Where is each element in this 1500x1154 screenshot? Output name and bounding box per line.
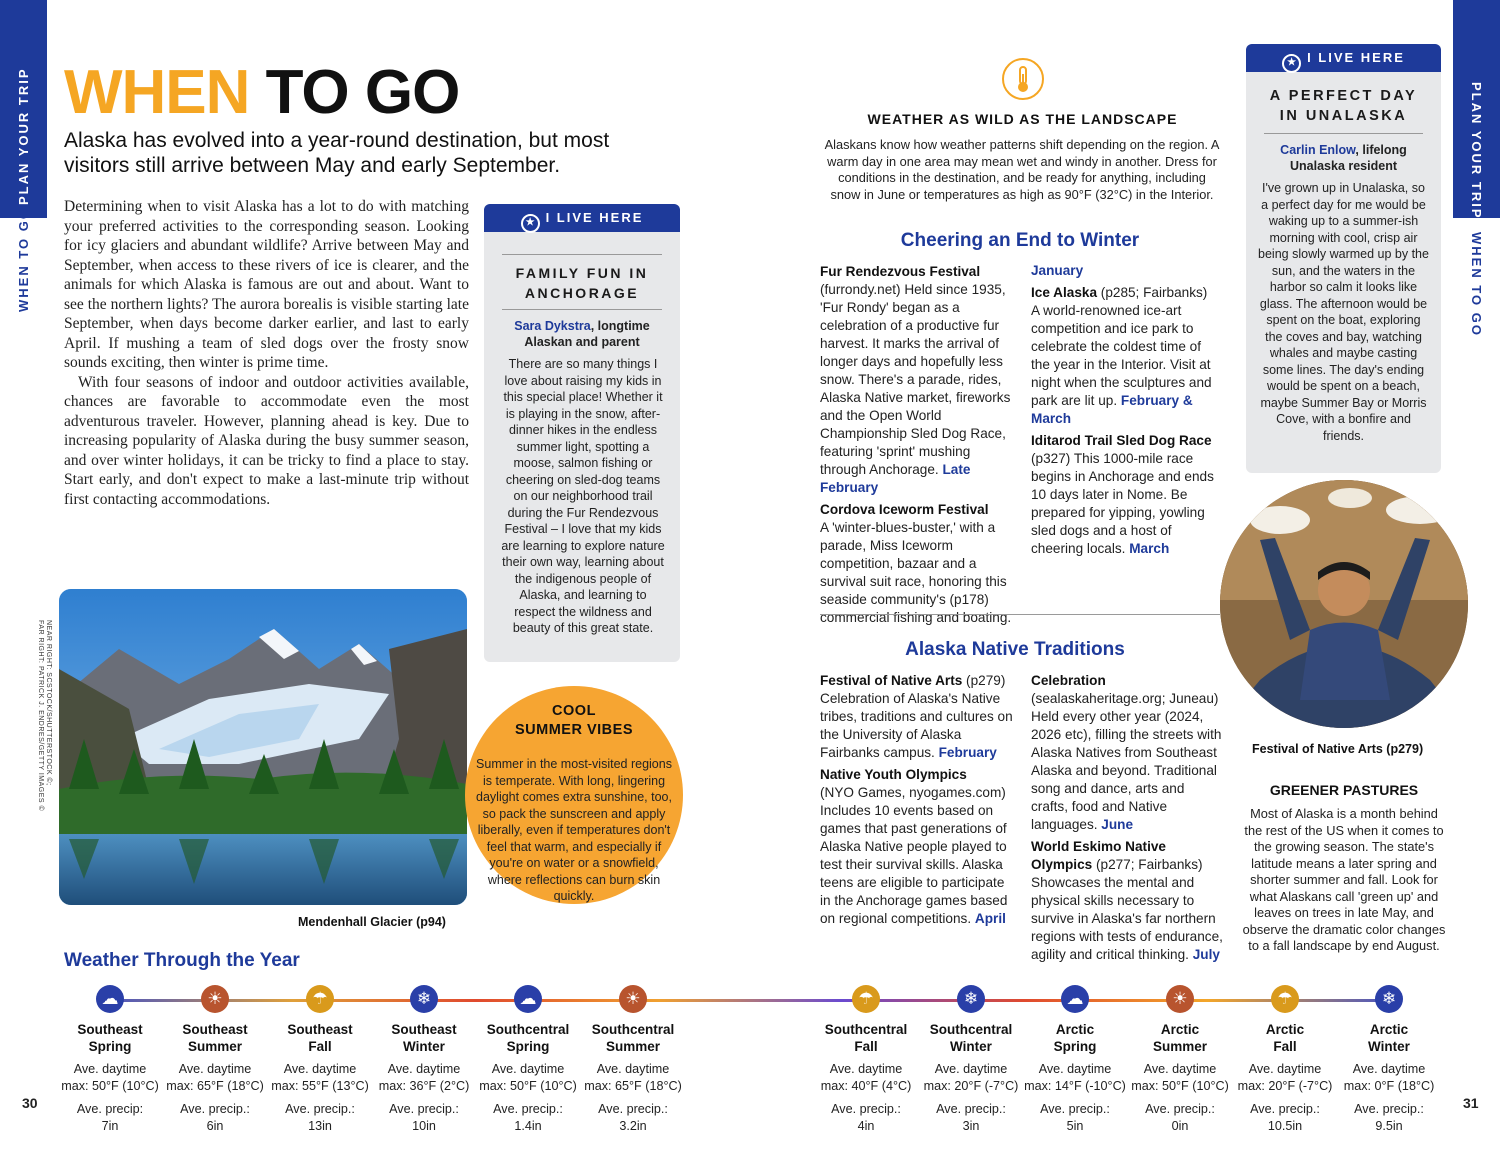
season-name: Fall: [308, 1039, 332, 1054]
temp-label: Ave. daytime: [1248, 1062, 1322, 1076]
temp-label: Ave. daytime: [178, 1062, 252, 1076]
traditions-column-left: [820, 672, 1016, 932]
rain-cloud-icon: ☂: [852, 985, 880, 1013]
author-role: , lifelong: [1355, 143, 1407, 157]
event-month: February & March: [1031, 393, 1193, 426]
title-line: FAMILY FUN IN: [515, 265, 649, 281]
temp-label: Ave. daytime: [283, 1062, 357, 1076]
page-number-left: 30: [22, 1095, 38, 1111]
region-name: Southcentral: [486, 1022, 570, 1037]
precip-value: 0in: [1171, 1119, 1189, 1133]
title-when: WHEN: [64, 58, 250, 127]
event-ref: (p285; Fairbanks): [1097, 285, 1208, 300]
partly-cloudy-icon: ☁: [1061, 985, 1089, 1013]
weather-temp: [1023, 1061, 1127, 1095]
season-name: Winter: [950, 1039, 992, 1054]
season-name: Summer: [187, 1039, 243, 1054]
weather-item: [1023, 985, 1127, 1135]
thermometer-glyph: [1004, 60, 1042, 98]
region-name: Arctic: [1369, 1022, 1409, 1037]
cool-summer-title: [465, 702, 683, 740]
temp-value: max: 65°F (18°C): [584, 1079, 682, 1093]
weather-temp: [1128, 1061, 1232, 1095]
rain-cloud-icon: ☂: [306, 985, 334, 1013]
live-here-author: [1246, 142, 1441, 174]
partly-cloudy-icon: ☁: [96, 985, 124, 1013]
region-name: Southeast: [77, 1022, 143, 1037]
weather-temp: [814, 1061, 918, 1095]
temp-label: Ave. daytime: [387, 1062, 461, 1076]
season-name: Spring: [88, 1039, 132, 1054]
live-here-header: [484, 204, 680, 232]
event-text: (NYO Games, nyogames.com) Includes 10 events based on games that past generations of Alaska Native people played to test their survival skills. Alaska teens are eligible to participate in the Anchorage games based on regional competitions.: [820, 785, 1008, 926]
event-month: June: [1101, 817, 1134, 832]
temp-label: Ave. daytime: [491, 1062, 565, 1076]
weather-item: [581, 985, 685, 1135]
season-name: Spring: [1053, 1039, 1097, 1054]
temp-value: max: 55°F (13°C): [271, 1079, 369, 1093]
precip-value: 4in: [857, 1119, 875, 1133]
live-here-box-anchorage: [484, 204, 680, 662]
body-paragraph: Determining when to visit Alaska has a lot to do with matching your preferred activities to the corresponding season. Looking for icy glaciers and abundant wildlife? Arrive between May and September, when access to these rivers of ice is clearer, and the animals for which Alaska is famous are out and about. Want to see the northern lights? The aurora borealis is visible starting late September, when days become darker earlier, and last to early April. If mushing a team of sled dogs over the frosty snow sounds exciting, then winter is prime time.: [64, 198, 469, 371]
temp-value: max: 50°F (10°C): [61, 1079, 159, 1093]
season-name: Summer: [605, 1039, 661, 1054]
region-name: Southeast: [287, 1022, 353, 1037]
author-name: Sara Dykstra: [514, 319, 591, 333]
weather-item: [1337, 985, 1441, 1135]
event-name: Festival of Native Arts: [820, 673, 963, 688]
photo-credit-line: FAR RIGHT: PATRICK J. ENDRES/GETTY IMAGES ©: [37, 620, 44, 812]
precip-value: 13in: [308, 1119, 332, 1133]
weather-region: [1337, 1021, 1441, 1055]
star-badge-icon: ★: [521, 214, 540, 233]
precip-value: 3.2in: [619, 1119, 647, 1133]
weather-wild-text: Alaskans know how weather patterns shift depending on the region. A warm day in one area may mean wet and windy in another. Dress for conditions in the destination, and be ready for anything, including snow in June or temperatures as high as 90°F (32°C) in the Interior.: [824, 137, 1220, 202]
weather-item: [814, 985, 918, 1135]
event-ice-alaska: [1031, 284, 1221, 428]
event-month: April: [974, 911, 1006, 926]
event-month: February: [938, 745, 997, 760]
weather-item: [476, 985, 580, 1135]
star-badge-icon: ★: [1282, 54, 1301, 73]
weather-temp: [163, 1061, 267, 1095]
event-name: Ice Alaska: [1031, 285, 1098, 300]
weather-precip: [1023, 1101, 1127, 1135]
author-name: Carlin Enlow: [1280, 143, 1356, 157]
live-here-header-label: I LIVE HERE: [545, 210, 644, 225]
photo-credit-line: NEAR RIGHT: SCSTOCK/SHUTTERSTOCK ©;: [45, 620, 52, 786]
event-name: Native Youth Olympics: [820, 767, 967, 782]
cool-summer-text: Summer in the most-visited regions is temperate. With long, lingering daylight comes extra sunshine, too, so pack the sunscreen and apply liberally, even if temperatures don't feel that warm, and especially if you're on water or a snowfield, where reflections can burn skin quickly.: [476, 757, 672, 903]
page-number-right: 31: [1463, 1095, 1479, 1111]
weather-region: [476, 1021, 580, 1055]
weather-precip: [1233, 1101, 1337, 1135]
precip-value: 6in: [206, 1119, 224, 1133]
precip-label: Ave. precip:: [76, 1102, 144, 1116]
region-name: Southcentral: [824, 1022, 908, 1037]
weather-item: [268, 985, 372, 1135]
glacier-caption: Mendenhall Glacier (p94): [298, 915, 446, 929]
event-text: (sealaskaheritage.org; Juneau) Held every other year (2024, 2026 etc), filling the streets with Alaska Natives from Southeast Alaska and beyond. Traditional song and dance, arts and crafts, food and Native languages.: [1031, 691, 1222, 832]
precip-label: Ave. precip.:: [831, 1102, 901, 1116]
live-here-header: [1246, 44, 1441, 72]
left-sidebar: [0, 0, 47, 1154]
precip-label: Ave. precip.:: [493, 1102, 563, 1116]
season-name: Fall: [1273, 1039, 1297, 1054]
weather-temp: [268, 1061, 372, 1095]
event-name: Cordova Iceworm Festival: [820, 502, 989, 517]
event-name: Fur Rendezvous Festival: [820, 264, 981, 279]
weather-precip: [58, 1101, 162, 1135]
body-paragraph: With four seasons of indoor and outdoor activities available, chances are favorable to accommodate even the most adventurous traveler. However, planning ahead is key. Due to increasing popularity of Alaska during the busy summer season, and over winter holidays, it can be tricky to find a place to stay. Start early, and don't expect to make a last-minute trip without first contacting accommodations.: [64, 373, 469, 508]
weather-precip: [814, 1101, 918, 1135]
weather-region: [581, 1021, 685, 1055]
weather-temp: [1233, 1061, 1337, 1095]
event-name: Celebration: [1031, 673, 1106, 688]
event-festival-native-arts: [820, 672, 1016, 762]
cheering-column-left: [820, 263, 1016, 631]
page-title: [64, 60, 459, 126]
precip-label: Ave. precip.:: [936, 1102, 1006, 1116]
live-here-text: There are so many things I love about raising my kids in this special place! Whether it is playing in the snow, after-dinner hikes in the endless summer light, spotting a moose, salmon fishing or cheering on sled-dog teams on our neighborhood trail during the Fur Rendezvous Festival – I love that my kids are learning to explore nature their own way, learning about the indigenous people of Alaska, and learning to respect the wildness and beauty of this great state.: [501, 357, 665, 635]
snowflake-icon: ❄: [410, 985, 438, 1013]
live-here-text: I've grown up in Unalaska, so a perfect day for me would be waking up to a summer-ish morning with cool, crisp air being slowly warmed up by the sun, and the waters in the harbor so calm it looks like glass. The afternoon would be spent on the boat, exploring the coves and bay, watching whales and maybe casting some lines. The day's ending would be spent on a beach, maybe Summer Bay or Morris Cove, with a bonfire and friends.: [1258, 181, 1429, 443]
weather-precip: [163, 1101, 267, 1135]
precip-value: 3in: [962, 1119, 980, 1133]
weather-item: [1233, 985, 1337, 1135]
region-name: Arctic: [1160, 1022, 1200, 1037]
author-role: , longtime: [590, 319, 650, 333]
precip-value: 5in: [1066, 1119, 1084, 1133]
weather-precip: [372, 1101, 476, 1135]
weather-temp: [58, 1061, 162, 1095]
event-cordova-month: [1031, 262, 1221, 280]
title-line: ANCHORAGE: [524, 285, 640, 301]
event-text: (furrondy.net) Held since 1935, 'Fur Rondy' began as a celebration of a productive fur harvest. It marks the arrival of longer days and hopefully less snow. There's a parade, rides, Alaska Native market, fireworks and the Open World Championship Sled Dog Race, featuring 'sprint' mushing through Anchorage.: [820, 282, 1011, 477]
live-here-box-unalaska: [1246, 44, 1441, 473]
temp-label: Ave. daytime: [1038, 1062, 1112, 1076]
event-fur-rendezvous: [820, 263, 1016, 497]
weather-temp: [919, 1061, 1023, 1095]
precip-label: Ave. precip.:: [180, 1102, 250, 1116]
weather-region: [163, 1021, 267, 1055]
precip-value: 10.5in: [1267, 1119, 1303, 1133]
event-cordova: [820, 501, 1016, 627]
weather-region: [1023, 1021, 1127, 1055]
temp-value: max: 65°F (18°C): [166, 1079, 264, 1093]
temp-label: Ave. daytime: [596, 1062, 670, 1076]
temp-value: max: 14°F (-10°C): [1024, 1079, 1126, 1093]
native-arts-photo: [1220, 480, 1468, 728]
author-role: Unalaska resident: [1290, 159, 1397, 173]
temp-value: max: 40°F (4°C): [820, 1079, 912, 1093]
precip-label: Ave. precip.:: [285, 1102, 355, 1116]
weather-region: [919, 1021, 1023, 1055]
temp-value: max: 36°F (2°C): [378, 1079, 470, 1093]
season-name: Fall: [854, 1039, 878, 1054]
precip-label: Ave. precip.:: [1040, 1102, 1110, 1116]
intro-text: Alaska has evolved into a year-round destination, but most visitors still arrive between May and early September.: [64, 129, 610, 177]
traditions-column-right: [1031, 672, 1223, 968]
title-line: COOL: [552, 703, 596, 719]
temp-label: Ave. daytime: [73, 1062, 147, 1076]
traditions-heading: Alaska Native Traditions: [905, 639, 1125, 660]
event-month: January: [1031, 263, 1084, 278]
event-celebration: [1031, 672, 1223, 834]
weather-precip: [268, 1101, 372, 1135]
season-name: Spring: [506, 1039, 550, 1054]
region-name: Southeast: [182, 1022, 248, 1037]
left-section-label: WHEN TO GO: [16, 207, 31, 312]
region-name: Southcentral: [591, 1022, 675, 1037]
event-text: (p327) This 1000-mile race begins in Anchorage and ends 10 days later in Nome. Be prepared for yipping, yowling sled dogs and a host of cheering locals.: [1031, 451, 1214, 556]
greener-title: GREENER PASTURES: [1269, 782, 1419, 798]
temp-value: max: 20°F (-7°C): [1237, 1079, 1333, 1093]
right-tab-label: PLAN YOUR TRIP: [1469, 82, 1484, 220]
temp-value: max: 50°F (10°C): [479, 1079, 577, 1093]
title-line: IN UNALASKA: [1279, 108, 1408, 124]
glacier-photo: [59, 589, 467, 905]
cool-summer-circle: [465, 686, 683, 904]
partly-cloudy-icon: ☁: [514, 985, 542, 1013]
region-name: Arctic: [1055, 1022, 1095, 1037]
live-here-author: [484, 318, 680, 350]
right-section-label: WHEN TO GO: [1469, 232, 1484, 337]
weather-region: [58, 1021, 162, 1055]
snowflake-icon: ❄: [1375, 985, 1403, 1013]
title-to-go: TO GO: [265, 58, 460, 127]
precip-value: 10in: [412, 1119, 436, 1133]
body-text: [64, 197, 469, 509]
weather-precip: [1128, 1101, 1232, 1135]
sun-icon: ☀: [1166, 985, 1194, 1013]
event-weio: [1031, 838, 1223, 964]
dancer-illustration: [1220, 480, 1468, 728]
weather-region: [268, 1021, 372, 1055]
left-tab-label: PLAN YOUR TRIP: [16, 67, 31, 205]
weather-item: [163, 985, 267, 1135]
event-name: World Eskimo Native Olympics: [1031, 839, 1166, 872]
temp-label: Ave. daytime: [829, 1062, 903, 1076]
weather-wild-title: WEATHER AS WILD AS THE LANDSCAPE: [867, 111, 1178, 127]
temp-value: max: 50°F (10°C): [1131, 1079, 1229, 1093]
event-text: (p277; Fairbanks) Showcases the mental and physical skills necessary to survive in Alaska's far northern regions with tests of endurance, agility and critical thinking.: [1031, 857, 1223, 962]
event-text: Celebration of Alaska's Native tribes, traditions and cultures on the University of Alaska Fairbanks campus.: [820, 691, 1013, 760]
temp-label: Ave. daytime: [934, 1062, 1008, 1076]
weather-precip: [581, 1101, 685, 1135]
season-name: Winter: [1368, 1039, 1410, 1054]
greener-text: Most of Alaska is a month behind the rest of the US when it comes to the growing season. The state's latitude means a later spring and shorter summer and fall. Look for what Alaskans call 'green up' and leaves on trees in late May, and observe the dramatic color changes to a fall landscape by end August.: [1242, 806, 1446, 953]
event-month: March: [1129, 541, 1170, 556]
precip-label: Ave. precip.:: [1354, 1102, 1424, 1116]
sun-icon: ☀: [619, 985, 647, 1013]
precip-label: Ave. precip.:: [389, 1102, 459, 1116]
weather-temp: [372, 1061, 476, 1095]
event-nyo: [820, 766, 1016, 928]
weather-precip: [919, 1101, 1023, 1135]
event-month: Late February: [820, 462, 971, 495]
live-here-header-label: I LIVE HERE: [1307, 50, 1405, 65]
weather-item: [919, 985, 1023, 1135]
event-ref: (p279): [962, 673, 1006, 688]
weather-item: [372, 985, 476, 1135]
weather-temp: [1337, 1061, 1441, 1095]
temp-label: Ave. daytime: [1143, 1062, 1217, 1076]
weather-temp: [476, 1061, 580, 1095]
weather-precip: [1337, 1101, 1441, 1135]
sun-icon: ☀: [201, 985, 229, 1013]
precip-label: Ave. precip.:: [598, 1102, 668, 1116]
precip-value: 7in: [101, 1119, 119, 1133]
event-name: Iditarod Trail Sled Dog Race: [1031, 433, 1212, 448]
weather-precip: [476, 1101, 580, 1135]
section-divider: [820, 614, 1220, 615]
temp-value: max: 20°F (-7°C): [923, 1079, 1019, 1093]
weather-item: [1128, 985, 1232, 1135]
title-line: A PERFECT DAY: [1269, 88, 1418, 104]
weather-region: [1128, 1021, 1232, 1055]
temp-label: Ave. daytime: [1352, 1062, 1426, 1076]
weather-item: [58, 985, 162, 1135]
event-text: A 'winter-blues-buster,' with a parade, Miss Iceworm competition, bazaar and a survival suit race, honoring this seaside community's (p178) commercial fishing and boating.: [820, 520, 1012, 625]
weather-region: [1233, 1021, 1337, 1055]
precip-label: Ave. precip.:: [1250, 1102, 1320, 1116]
season-name: Winter: [403, 1039, 445, 1054]
event-text: A world-renowned ice-art competition and ice park to celebrate the coldest time of the year in the Interior. Visit at night when the sculptures and park are lit up.: [1031, 303, 1212, 408]
thermometer-icon: [1002, 58, 1044, 100]
glacier-illustration: [59, 589, 467, 905]
live-here-title: [1246, 86, 1441, 126]
author-role: Alaskan and parent: [524, 335, 640, 349]
weather-temp: [581, 1061, 685, 1095]
region-name: Arctic: [1265, 1022, 1305, 1037]
snowflake-icon: ❄: [957, 985, 985, 1013]
native-arts-caption: Festival of Native Arts (p279): [1252, 742, 1424, 756]
precip-value: 9.5in: [1375, 1119, 1403, 1133]
live-here-title: [484, 263, 680, 303]
event-month: July: [1192, 947, 1220, 962]
cheering-heading: Cheering an End to Winter: [900, 230, 1140, 251]
temp-value: max: 0°F (18°C): [1343, 1079, 1435, 1093]
cheering-column-right: [1031, 263, 1221, 562]
precip-label: Ave. precip.:: [1145, 1102, 1215, 1116]
title-line: SUMMER VIBES: [515, 722, 633, 738]
precip-value: 1.4in: [514, 1119, 542, 1133]
rain-cloud-icon: ☂: [1271, 985, 1299, 1013]
region-name: Southeast: [391, 1022, 457, 1037]
weather-heading: Weather Through the Year: [64, 950, 300, 971]
event-iditarod: [1031, 432, 1221, 558]
weather-region: [814, 1021, 918, 1055]
weather-region: [372, 1021, 476, 1055]
region-name: Southcentral: [929, 1022, 1013, 1037]
season-name: Summer: [1152, 1039, 1208, 1054]
